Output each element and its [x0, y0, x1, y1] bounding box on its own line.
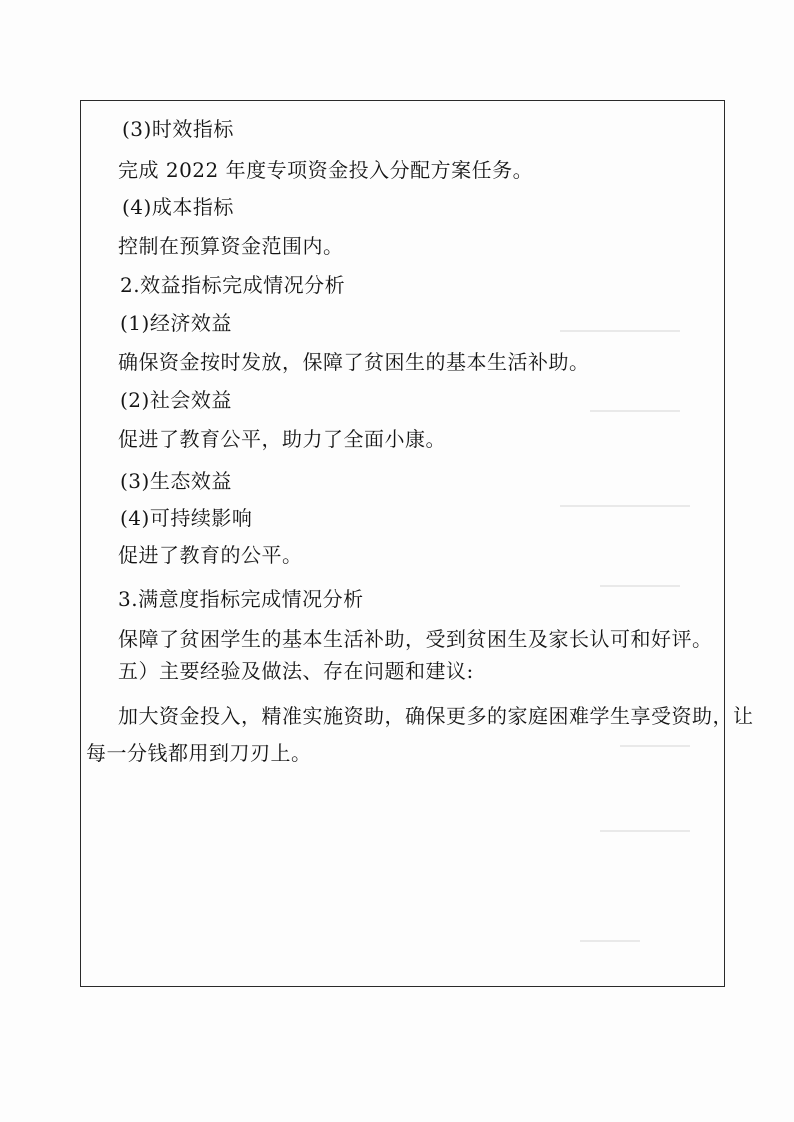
heading-sustainable-impact: (4)可持续影响 [120, 506, 253, 530]
heading-satisfaction-analysis: 3.满意度指标完成情况分析 [118, 587, 364, 611]
paragraph-social-benefit: 促进了教育公平，助力了全面小康。 [118, 427, 446, 451]
heading-experience-and-suggestions: 五）主要经验及做法、存在问题和建议: [118, 659, 474, 683]
paragraph-cost: 控制在预算资金范围内。 [118, 234, 344, 258]
paragraph-suggestions-line-1: 加大资金投入，精准实施资助，确保更多的家庭困难学生享受资助，让 [118, 704, 754, 728]
paragraph-timeliness: 完成 2022 年度专项资金投入分配方案任务。 [118, 158, 534, 182]
paragraph-satisfaction: 保障了贫困学生的基本生活补助，受到贫困生及家长认可和好评。 [118, 627, 713, 651]
paragraph-economic-benefit: 确保资金按时发放，保障了贫困生的基本生活补助。 [118, 350, 590, 374]
heading-timeliness-indicator: (3)时效指标 [122, 117, 234, 141]
heading-social-benefit: (2)社会效益 [120, 388, 232, 412]
paragraph-sustainable-impact: 促进了教育的公平。 [118, 543, 303, 567]
heading-economic-benefit: (1)经济效益 [120, 311, 232, 335]
heading-ecological-benefit: (3)生态效益 [120, 469, 232, 493]
paragraph-suggestions-line-2: 每一分钱都用到刀刃上。 [86, 741, 312, 765]
heading-benefit-analysis: 2.效益指标完成情况分析 [120, 273, 346, 297]
heading-cost-indicator: (4)成本指标 [122, 195, 234, 219]
